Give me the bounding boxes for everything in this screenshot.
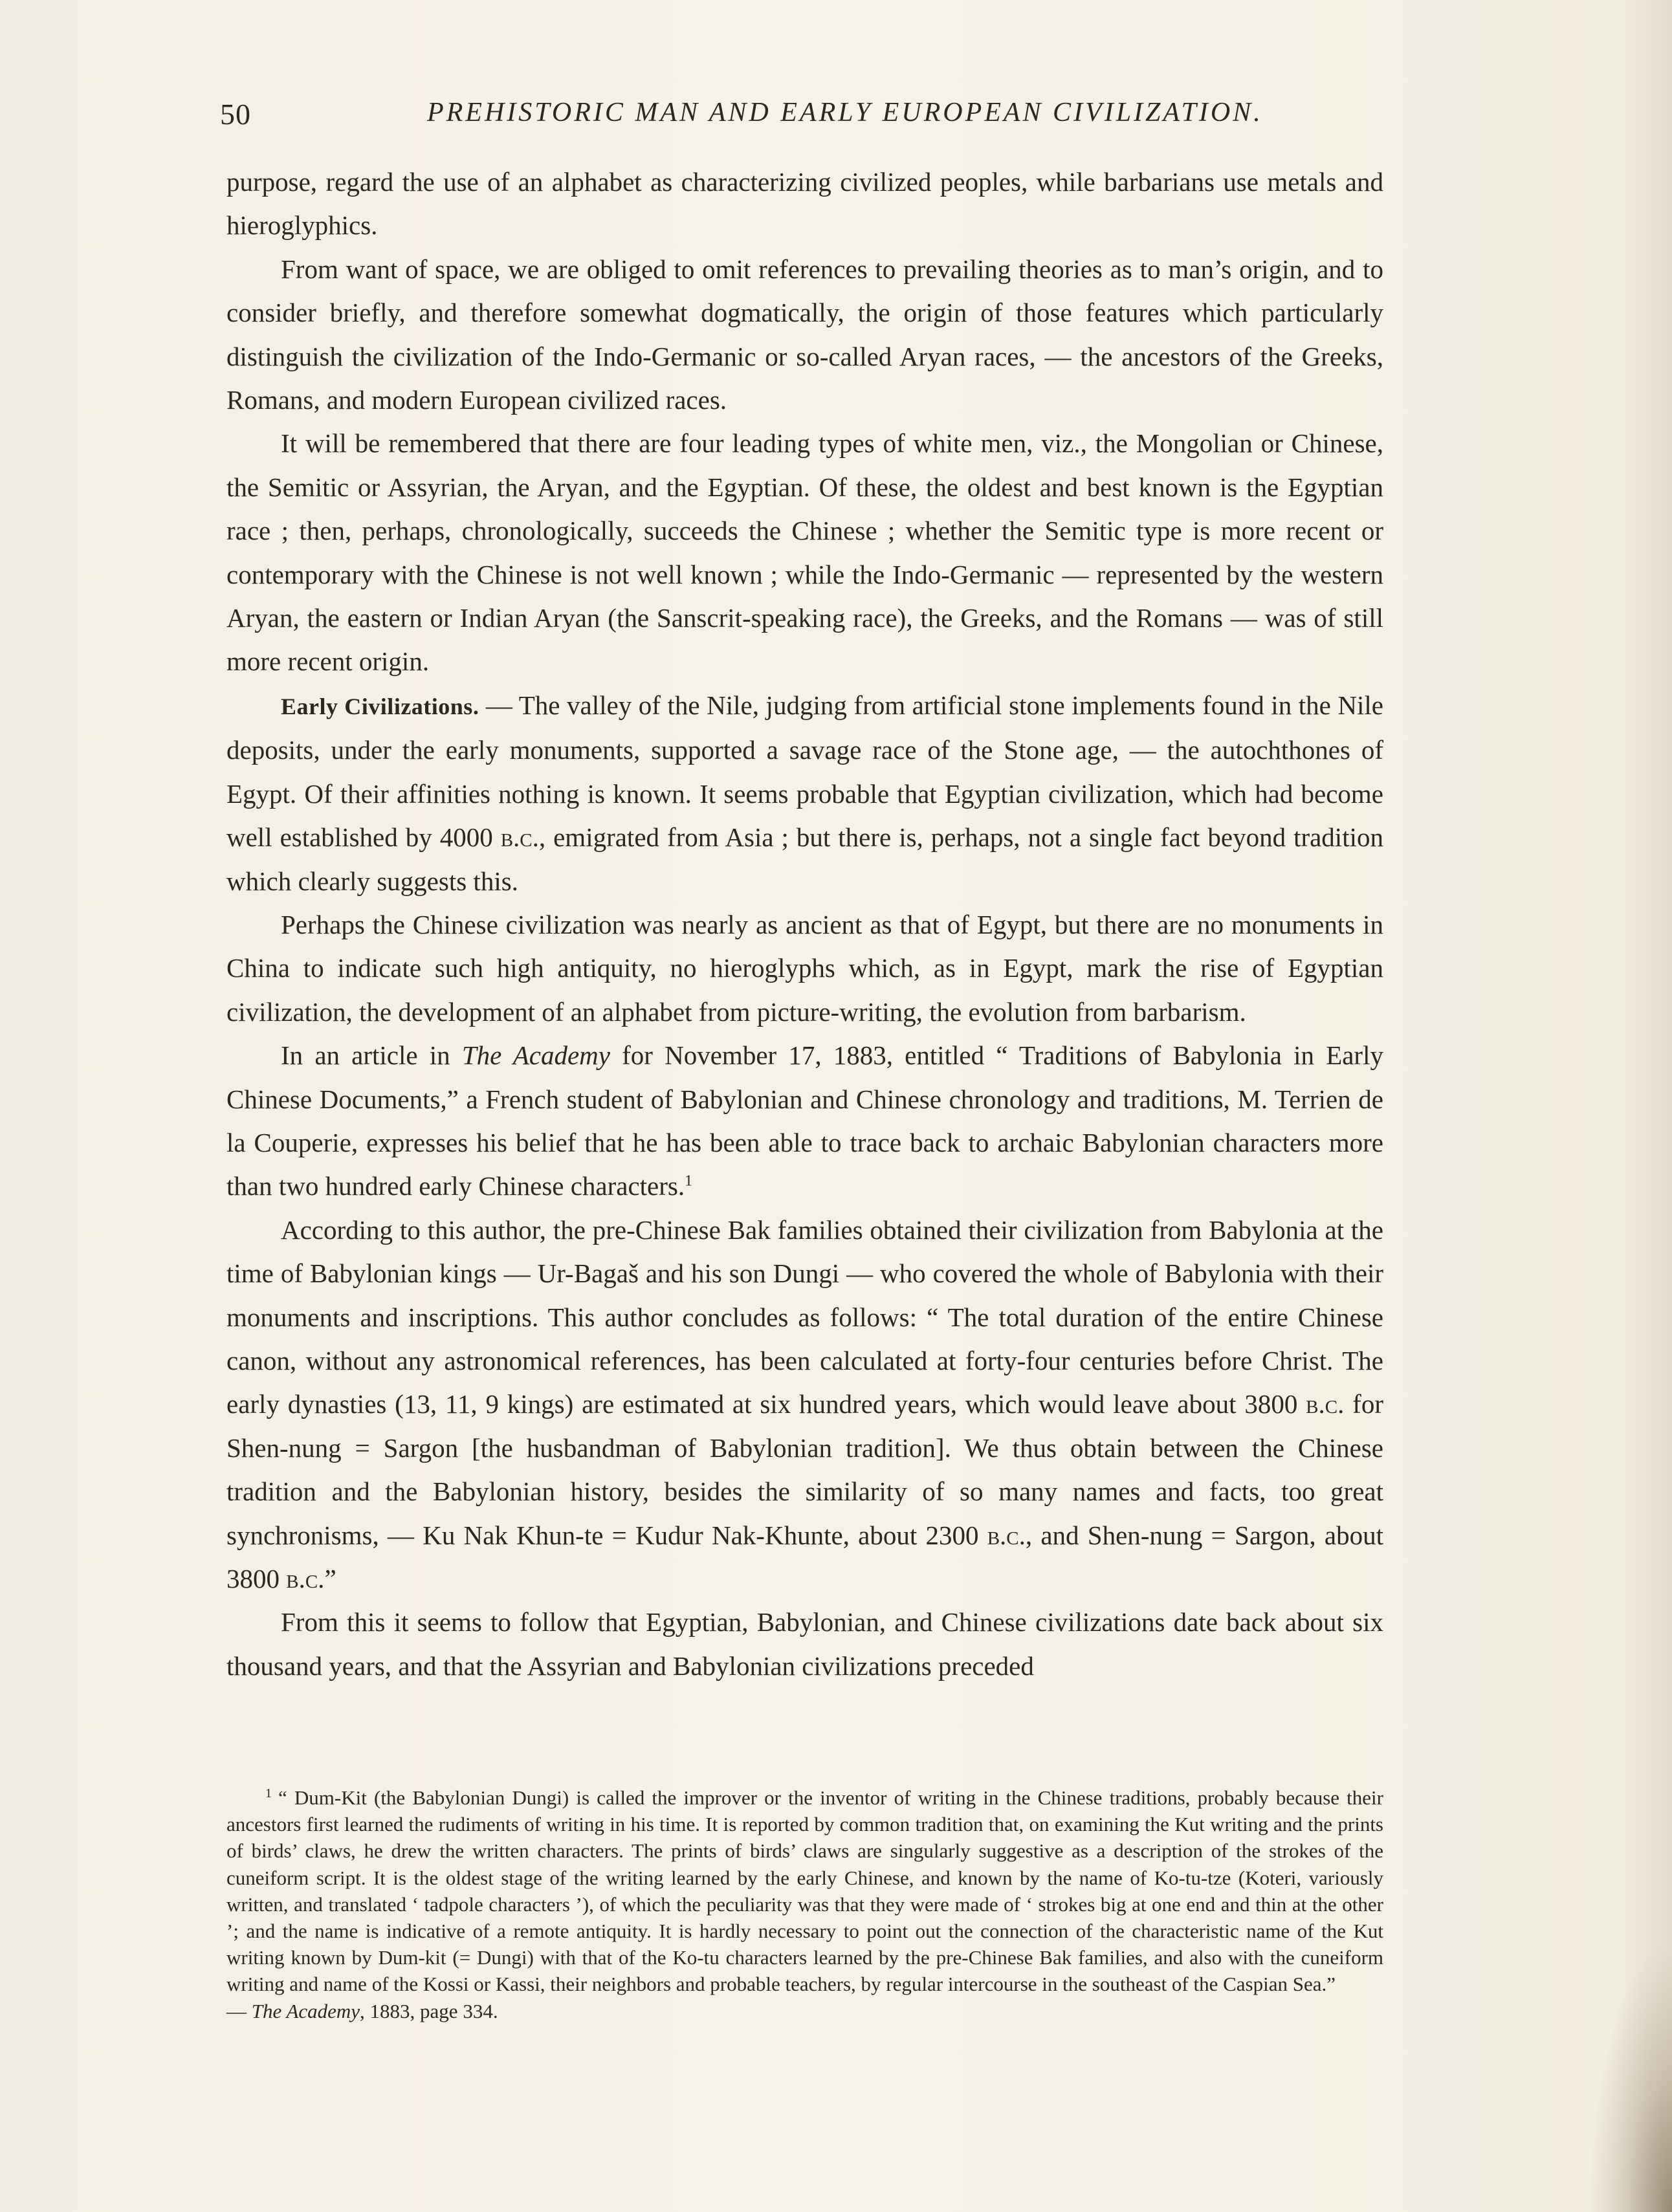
main-text	[226, 160, 1383, 1688]
paragraph-3: It will be remembered that there are four leading types of white men, viz., the Mongolian or Chinese, the Semitic or Assyrian, the Aryan, and the Egyptian. Of these, the oldest and best known is the Egyptian race ; then, perhaps, chronologically, succeeds the Chinese ; whether the Semitic type is more recent or contemporary with the Chinese is not well known ; while the Indo-Germanic — represented by the western Aryan, the eastern or Indian Aryan (the Sanscrit-speaking race), the Greeks, and the Romans — was of still more recent origin.	[226, 428, 1383, 677]
paragraph-4-text-b: , emigrated from Asia ; but there is, perhaps, not a single fact beyond tradition which clearly suggests this.	[226, 822, 1383, 896]
paragraph-4-text-a: — The valley of the Nile, judging from artificial stone implements found in the Nile deposits, under the early monuments, supported a savage race of the Stone age, — the autochthones of Egypt. Of their affinities nothing is known. It seems probable that Egyptian civilization, which had become well established by 4000	[226, 690, 1384, 853]
footnote-body: “ Dum-Kit (the Babylonian Dungi) is called the improver or the inventor of writing in the Chinese traditions, probably because their ancestors first learned the rudiments of writing in his time. It is reported by common tradition that, on examining the Kut writing and the prints of birds’ claws, he drew the written characters. The prints of birds’ claws are singularly suggestive as a description of the strokes of the cuneiform script. It is the oldest stage of the writing learned by the early Chinese, and known by the name of Ko-tu-tze (Koteri, variously written, and translated ‘ tadpole characters ’), of which the peculiarity was that they were made of ‘ strokes big at one end and thin at the other ’; and the name is indicative of a remote antiquity. It is hardly necessary to point out the connection of the characteristic name of the Kut writing known by Dum-kit (= Dungi) with that of the Ko-tu characters learned by the pre-Chinese Bak families, and also with the cuneiform writing and name of the Kossi or Kassi, their neighbors and probable teachers, by regular intercourse in the southeast of the Caspian Sea.”	[226, 1786, 1383, 1996]
section-heading-early-civilizations: Early Civilizations.	[281, 693, 479, 719]
paragraph-7-text-b: for Shen-nung = Sargon [the husbandman of Babylonian tradition]. We thus obtain between the Chinese tradition and the Babylonian history, besides the similarity of so many names and facts, too great synchronisms, — Ku Nak Khun-te = Kudur Nak-Khunte, about 2300	[226, 1389, 1383, 1550]
paragraph-7-text-d: ”	[324, 1564, 336, 1593]
bc-abbrev: b.c.	[286, 1564, 325, 1593]
footnote-mark: 1	[265, 1786, 272, 1801]
paragraph-6-text-a: In an article in	[281, 1040, 462, 1071]
page-number: 50	[220, 98, 251, 131]
running-title: PREHISTORIC MAN AND EARLY EUROPEAN CIVILIZATION.	[427, 98, 1263, 127]
journal-title: The Academy	[461, 1040, 610, 1071]
paragraph-2: From want of space, we are obliged to omit references to prevailing theories as to man’s origin, and to consider briefly, and therefore somewhat dogmatically, the origin of those features which particularly distinguish the civilization of the Indo-Germanic or so-called Aryan races, — the ancestors of the Greeks, Romans, and modern European civilized races.	[226, 254, 1383, 415]
bc-abbrev: b.c.	[500, 822, 539, 853]
bc-abbrev: b.c.	[1306, 1389, 1345, 1419]
footnote-text	[226, 1784, 1383, 2024]
paragraph-6-text-b: for November 17, 1883, entitled “ Traditions of Babylonia in Early Chinese Documents,” a French student of Babylonian and Chinese chronology and traditions, M. Terrien de la Couperie, expresses his belief that he has been able to trace back to archaic Babylonian characters more than two hundred early Chinese characters.	[226, 1040, 1383, 1201]
footnote-source-dash: —	[226, 1999, 252, 2022]
footnote-source-title: The Academy	[251, 1999, 360, 2022]
paragraph-4	[226, 684, 1383, 903]
bc-abbrev: b.c.	[987, 1520, 1026, 1550]
paragraph-6	[226, 1034, 1383, 1209]
page-header	[220, 97, 1346, 142]
footnote	[226, 1784, 1383, 2024]
paragraph-8: From this it seems to follow that Egyptian, Babylonian, and Chinese civilizations date back about six thousand years, and that the Assyrian and Babylonian civilizations preceded	[226, 1607, 1383, 1681]
page-corner-shadow	[1588, 1940, 1672, 2212]
footnote-source-rest: , 1883, page 334.	[360, 1999, 498, 2022]
paragraph-1: purpose, regard the use of an alphabet as characterizing civilized peoples, while barbarians use metals and hieroglyphics.	[226, 167, 1383, 241]
paragraph-5: Perhaps the Chinese civilization was nearly as ancient as that of Egypt, but there are no monuments in China to indicate such high antiquity, no hieroglyphs which, as in Egypt, mark the rise of Egyptian civilization, the development of an alphabet from picture-writing, the evolution from barbarism.	[226, 909, 1383, 1027]
footnote-source	[226, 1998, 1383, 2024]
paragraph-7	[226, 1209, 1383, 1601]
paragraph-7-text-a: According to this author, the pre-Chinese Bak families obtained their civilization from Babylonia at the time of Babylonian kings — Ur-Bagaš and his son Dungi — who covered the whole of Babylonia with their monuments and inscriptions. This author concludes as follows: “ The total duration of the entire Chinese canon, without any astronomical references, has been calculated at forty-four centuries before Christ. The early dynasties (13, 11, 9 kings) are estimated at six hundred years, which would leave about 3800	[226, 1214, 1383, 1419]
footnote-reference: 1	[685, 1172, 693, 1190]
paragraph-7-text-c: , and Shen-nung = Sargon, about 3800	[226, 1520, 1383, 1593]
page-edge-shadow	[1614, 0, 1672, 2212]
